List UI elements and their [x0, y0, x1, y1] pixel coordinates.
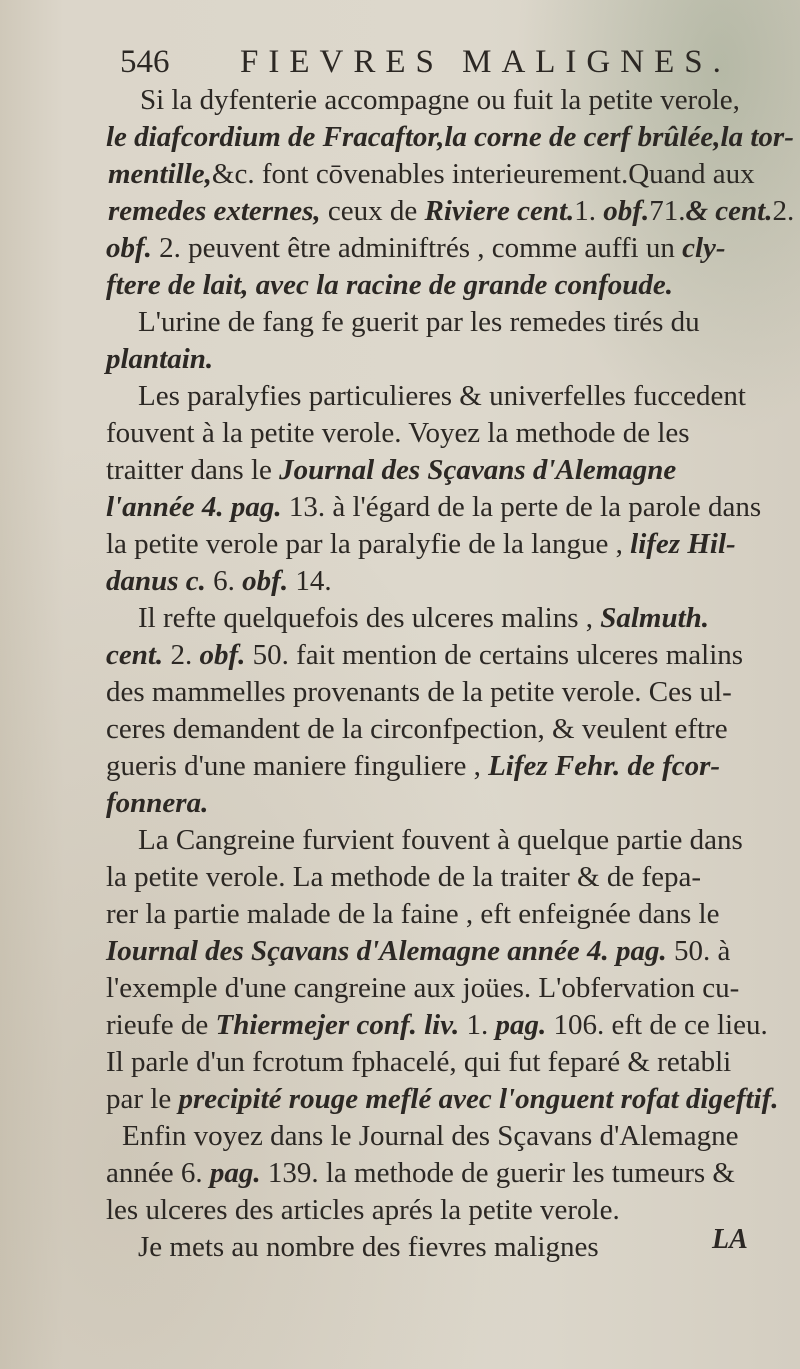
italic-run: obf. [242, 565, 289, 597]
text-line [106, 119, 794, 156]
text-run: Enfin voyez dans le Journal des Sçavans d'Alemagne [122, 1120, 739, 1152]
italic-run: pag. [495, 1009, 547, 1041]
catchword: LA [712, 1224, 748, 1255]
italic-run: mentille, [108, 158, 212, 190]
italic-run: Lifez Fehr. de fcor- [488, 750, 721, 782]
italic-run: fonnera. [106, 787, 209, 819]
text-run: fouvent à la petite verole. Voyez la methode de les [106, 417, 690, 449]
text-run: Si la dyfenterie accompagne ou fuit la petite verole, [140, 84, 740, 116]
text-run: les ulceres des articles aprés la petite verole. [106, 1194, 620, 1226]
text-body [106, 82, 795, 1266]
italic-run: ftere de lait, avec la racine de grande confoude. [106, 269, 673, 301]
italic-run: Thiermejer conf. liv. [215, 1009, 460, 1041]
text-line [106, 378, 768, 415]
text-line [106, 563, 768, 600]
text-line [106, 822, 768, 859]
text-run: ceux de [320, 195, 425, 227]
text-run: Les paralyfies particulieres & univerfelles fuccedent [138, 380, 746, 412]
text-line [106, 711, 768, 748]
text-line [106, 1044, 768, 1081]
italic-run: plantain. [106, 343, 214, 375]
italic-run: Salmuth. [600, 602, 710, 634]
text-run: gueris d'une maniere finguliere , [106, 750, 489, 782]
text-line [106, 933, 768, 970]
italic-run: danus c. [106, 565, 206, 597]
text-line [106, 267, 768, 304]
text-run: 2. [772, 195, 795, 227]
italic-run: cly- [682, 232, 726, 264]
text-run: Il refte quelquefois des ulceres malins , [138, 602, 601, 634]
italic-run: le diafcordium de Fracaftor,la corne de cerf brûlée,la tor- [106, 121, 794, 153]
text-line [106, 82, 768, 119]
text-run: traitter dans le [106, 454, 280, 486]
text-line [106, 452, 768, 489]
italic-run: obf. [106, 232, 152, 264]
text-run: 2. peuvent être adminiftrés , comme auffi un [151, 232, 683, 264]
text-run: Il parle d'un fcrotum fphacelé, qui fut feparé & retabli [106, 1046, 732, 1078]
text-line [106, 193, 795, 230]
italic-run: pag. [209, 1157, 261, 1189]
text-line [106, 230, 768, 267]
text-run: L'urine de fang fe guerit par les remedes tirés du [138, 306, 700, 338]
text-run: rer la partie malade de la faine , eft enfeignée dans le [106, 898, 720, 930]
text-run: rieufe de [106, 1009, 216, 1041]
text-line [106, 785, 768, 822]
text-line [106, 156, 768, 193]
text-line [106, 1007, 768, 1044]
italic-run: obf. [603, 195, 650, 227]
italic-run: remedes externes, [108, 195, 321, 227]
text-line [106, 674, 768, 711]
text-line [106, 896, 768, 933]
text-run: La Cangreine furvient fouvent à quelque partie dans [138, 824, 743, 856]
text-run: 50. fait mention de certains ulceres malins [245, 639, 744, 671]
text-line [106, 600, 768, 637]
text-line [106, 748, 768, 785]
text-run: la petite verole. La methode de la traiter & de fepa- [106, 861, 702, 893]
text-run: des mammelles provenants de la petite verole. Ces ul- [106, 676, 732, 708]
text-run: l'exemple d'une cangreine aux joües. L'obfervation cu- [106, 972, 740, 1004]
text-run: 50. à [666, 935, 731, 967]
text-run: &c. font cōvenables interieurement.Quand aux [211, 158, 755, 190]
text-run: ceres demandent de la circonfpection, & veulent eftre [106, 713, 728, 745]
text-run: 13. à l'égard de la perte de la parole dans [281, 491, 762, 523]
text-run: 1. [459, 1009, 496, 1041]
text-line [106, 1155, 768, 1192]
italic-run: & cent. [685, 195, 773, 227]
text-line [106, 637, 768, 674]
text-line [106, 970, 768, 1007]
italic-run: l'année 4. pag. [106, 491, 282, 523]
text-run: la petite verole par la paralyfie de la langue , [106, 528, 631, 560]
italic-run: obf. [199, 639, 246, 671]
page-number: 546 [120, 44, 170, 80]
text-run: par le [106, 1083, 179, 1115]
text-run: 2. [163, 639, 200, 671]
text-line [106, 304, 768, 341]
italic-run: Riviere cent. [424, 195, 575, 227]
text-run: année 6. [106, 1157, 210, 1189]
text-line [106, 1081, 779, 1118]
text-line [106, 1229, 768, 1266]
text-run: 106. eft de ce lieu. [546, 1009, 768, 1041]
text-run: 14. [288, 565, 332, 597]
text-line [106, 415, 768, 452]
text-line [106, 526, 768, 563]
italic-run: Journal des Sçavans d'Alemagne [279, 454, 677, 486]
italic-run: Iournal des Sçavans d'Alemagne année 4. pag. [106, 935, 667, 967]
text-run: 6. [205, 565, 243, 597]
text-run: 139. la methode de guerir les tumeurs & [260, 1157, 735, 1189]
text-line [106, 1118, 768, 1155]
text-line [106, 341, 768, 378]
text-line [106, 859, 768, 896]
text-line [106, 489, 768, 526]
text-run: 1. [574, 195, 604, 227]
italic-run: precipité rouge meflé avec l'onguent rofat digeftif. [178, 1083, 779, 1115]
text-run: Je mets au nombre des fievres malignes [138, 1231, 599, 1263]
text-run: 71. [649, 195, 686, 227]
italic-run: lifez Hil- [630, 528, 736, 560]
italic-run: cent. [106, 639, 164, 671]
running-title: FIEVRES MALIGNES. [240, 44, 731, 80]
text-line [106, 1192, 768, 1229]
